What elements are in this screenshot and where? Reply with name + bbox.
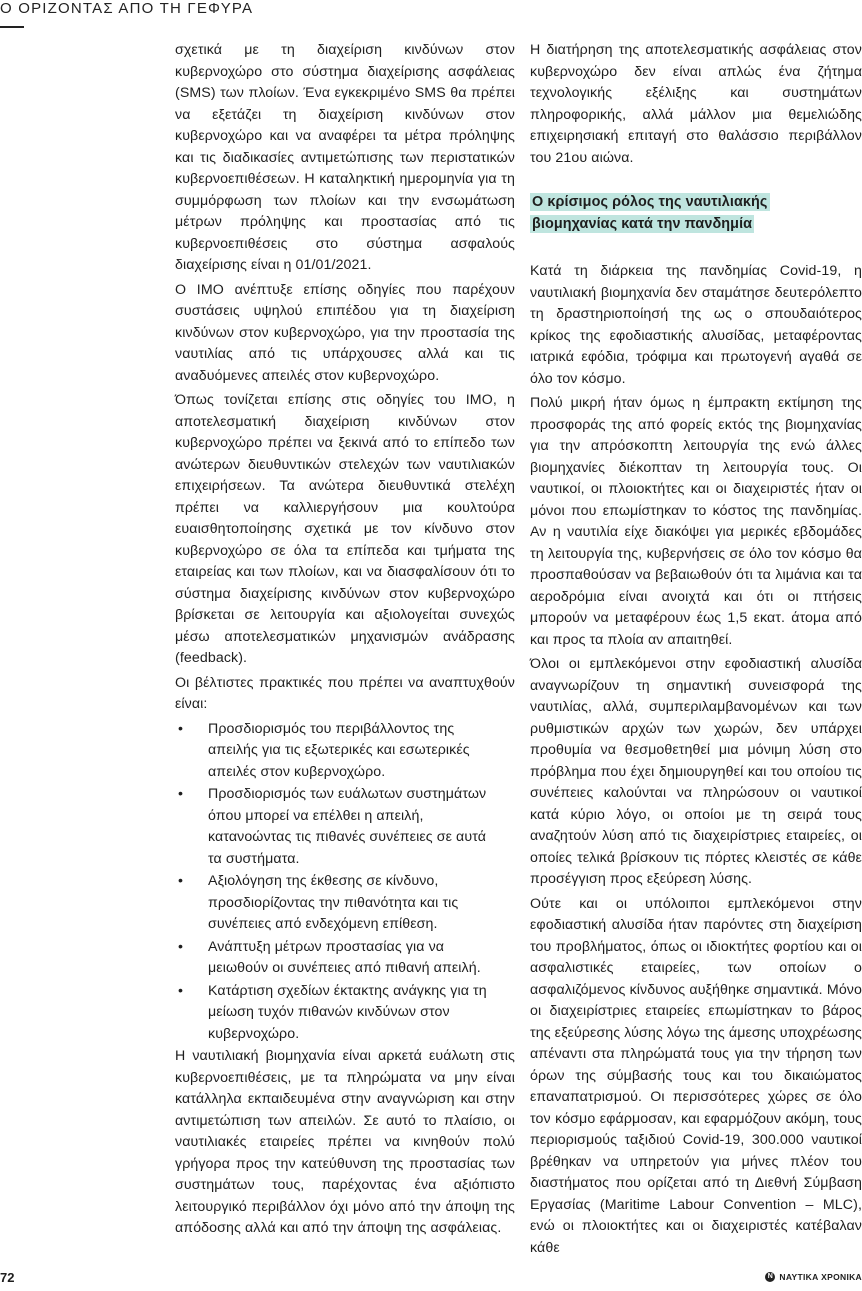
body-paragraph: Πολύ μικρή ήταν όμως η έμπρακτη εκτίμηση της προσφοράς της από φορείς εκτός της βιομηχανίας για την απρόσκοπτη λειτουργία της ενώ άλλες βιομηχανίες διέκοπταν τη λειτουργία τους. Οι ναυτικοί, οι πλοιοκτήτες και οι διαχειριστές ήταν οι μόνοι που επωμίστηκαν το κόστος της πανδημίας. Αν η ναυτιλία είχε διακόψει για μερικές εβδομάδες τη λειτουργία της, κυβερνήσεις σε όλο τον κόσμο θα προσπαθούσαν να βεβαιωθούν ότι τα λιμάνια και τα αεροδρόμια είναι ανοιχτά και ότι οι πτήσεις μπορούν να μεταφέρουν έως 1,5 εκατ. άτομα από και προς τα πλοία αν απαιτηθεί. <box>530 395 862 648</box>
list-item <box>175 719 515 784</box>
list-item <box>175 871 515 936</box>
section-heading-line: Ο κρίσιμος ρόλος της ναυτιλιακής <box>532 194 768 210</box>
body-paragraph: Όπως τονίζεται επίσης στις οδηγίες του ΙΜΟ, η αποτελεσματική διαχείριση κινδύνων στον κυβερνοχώρο πρέπει να ξεκινά από το επίπεδο των ανώτερων διευθυντικών στελεχών των ναυτιλιακών επιχειρήσεων. Τα ανώτερα διευθυντικά στελέχη πρέπει να καλλιεργήσουν μια κουλτούρα ευαισθητοποίησης σχετικά με τον κίνδυνο στον κυβερνοχώρο σε όλα τα επίπεδα και τμήματα της εταιρείας και των πλοίων, και να διασφαλίσουν ότι το σύστημα διαχείρισης κινδύνων στον κυβερνοχώρο βρίσκεται σε λειτουργία και αξιολογείται συνεχώς μέσω αποτελεσματικών μηχανισμών ανάδρασης (feedback). <box>175 392 515 666</box>
left-column <box>175 40 515 1243</box>
body-paragraph: Η ναυτιλιακή βιομηχανία είναι αρκετά ευάλωτη στις κυβερνοεπιθέσεις, με τα πληρώματα να μην είναι κατάλληλα εκπαιδευμένα στην αναγνώριση και στην αντιμετώπιση των απειλών. Σε αυτό το πλαίσιο, οι ναυτιλιακές εταιρείες πρέπει να κινηθούν πολύ γρήγορα προς την κατεύθυνση της προστασίας των συστημάτων τους, παρέχοντας ένα αξιόπιστο λειτουργικό περιβάλλον όχι μόνο από την άποψη της απόδοσης αλλά και από την άποψη της ασφάλειας. <box>175 1048 515 1236</box>
list-item-text: Προσδιορισμός του περιβάλλοντος της απειλής για τις εξωτερικές και εσωτερικές απειλές στον κυβερνοχώρο. <box>208 720 470 780</box>
bullet-icon: • <box>178 938 184 955</box>
body-paragraph: Όλοι οι εμπλεκόμενοι στην εφοδιαστική αλυσίδα αναγνωρίζουν τη σημαντική συνεισφορά της ναυτιλίας, αλλά, συμπεριλαμβανομένων και των ρυθμιστικών αρχών των χωρών, δεν υπάρχει προθυμία να θεσμοθετηθεί μια μόνιμη λύση στο πρόβλημα που έχει δημιουργηθεί και του οποίου τις συνέπειες καλούνται να πληρώσουν οι ναυτικοί κατά κύριο λόγο, οι οποίοι με τη σειρά τους αναζητούν λύση από τις διαχειρίστριες εταιρείες, οι οποίες τελικά βρίσκουν τις πόρτες κλειστές σε κάθε προσέγγιση προς εξεύρεση λύσης. <box>530 656 862 887</box>
bullet-icon: • <box>178 873 184 889</box>
publication-masthead <box>765 1272 862 1282</box>
section-heading-line: βιομηχανίας κατά την πανδημία <box>532 216 753 232</box>
list-item-text: Κατάρτιση σχεδίων έκτακτης ανάγκης για τη μείωση τυχόν πιθανών κινδύνων στον κυβερνοχώρο. <box>208 982 487 1042</box>
header-rule <box>0 26 24 28</box>
list-item-text: Ανάπτυξη μέτρων προστασίας για να μειωθούν οι συνέπειες από πιθανή απειλή. <box>208 938 481 976</box>
list-item <box>175 981 515 1046</box>
body-paragraph: Ούτε και οι υπόλοιποι εμπλεκόμενοι στην εφοδιαστική αλυσίδα ήταν παρόντες στη διαχείριση του προβλήματος, όπως οι ιδιοκτήτες φορτίου και οι ασφαλιστικές εταιρείες, των οποίων ο ασφαλιζόμενος κίνδυνος αυξήθηκε σημαντικά. Μόνο οι διαχειρίστριες εταιρείες επωμίστηκαν το βάρος της εξεύρεσης λύσης λόγω της άμεσης υποχρέωσης απέναντι στα πληρώματά τους για την τήρηση των όρων της σύμβασής τους και του δικαιώματος επαναπατρισμού. Οι περισσότερες χώρες σε όλο τον κόσμο εφάρμοσαν, και εφαρμόζουν ακόμη, τους περιορισμούς ταξιδιού Covid-19, 300.000 ναυτικοί βρέθηκαν να υπηρετούν για μήνες πλέον του διαστήματος που ορίζεται από τη Διεθνή Σύμβαση Εργασίας (Maritime Labour Convention – MLC), ενώ οι πλοιοκτήτες και οι διαχειριστές κατέβαλαν κάθε <box>530 895 862 1256</box>
body-paragraph: Η διατήρηση της αποτελεσματικής ασφάλειας στον κυβερνοχώρο δεν είναι απλώς ένα ζήτημα τεχνολογικής εξέλιξης και συστημάτων πληροφορικής, αλλά μάλλον μια θεμελιώδης επιχειρησιακή επιταγή στο θαλάσσιο περιβάλλον του 21ου αιώνα. <box>530 42 862 166</box>
publication-name: ΝΑΥΤΙΚΑ ΧΡΟΝΙΚΑ <box>779 1272 862 1282</box>
list-item-text: Προσδιορισμός των ευάλωτων συστημάτων όπου μπορεί να επέλθει η απειλή, κατανοώντας τις πιθανές συνέπειες σε αυτά τα συστήματα. <box>208 786 487 867</box>
right-column <box>530 40 862 1262</box>
list-item <box>175 937 515 980</box>
best-practices-list <box>175 719 515 1046</box>
section-heading <box>530 191 862 235</box>
body-paragraph: Ο ΙΜΟ ανέπτυξε επίσης οδηγίες που παρέχουν συστάσεις υψηλού επιπέδου για τη διαχείριση κινδύνων στον κυβερνοχώρο, για την προστασία της ναυτιλίας από τις υπάρχουσες αλλά και τις αναδυόμενες απειλές στον κυβερνοχώρο. <box>175 281 515 384</box>
bullet-icon: • <box>178 720 184 737</box>
page-number: 72 <box>0 1270 15 1285</box>
bullet-icon: • <box>178 786 184 802</box>
bullet-icon: • <box>178 982 184 999</box>
body-paragraph: σχετικά με τη διαχείριση κινδύνων στον κυβερνοχώρο στο σύστημα διαχείρισης ασφάλειας (SMS) των πλοίων. Ένα εγκεκριμένο SMS θα πρέπει να εξετάζει τη διαχείριση κινδύνων στον κυβερνοχώρο και να αναφέρει τα μέτρα πρόληψης και τις διαδικασίες αντιμετώπισης των περιστατικών κυβερνοεπιθέσεων. Η καταληκτική ημερομηνία για τη συμμόρφωση των πλοίων και την ενσωμάτωση μέτρων πρόληψης και προστασίας από τις κυβερνοεπιθέσεις στο σύστημα ασφαλούς διαχείρισης είναι η 01/01/2021. <box>175 42 515 273</box>
body-paragraph: Κατά τη διάρκεια της πανδημίας Covid-19, η ναυτιλιακή βιομηχανία δεν σταμάτησε δευτερόλεπτο τη δραστηριοποίησή της ως ο σπουδαιότερος κρίκος της εφοδιαστικής αλυσίδας, μεταφέροντας ιατρικά εφόδια, τρόφιμα και πρωτογενή αγαθά σε όλο τον κόσμο. <box>530 263 862 387</box>
list-item <box>175 784 515 870</box>
publication-logo-icon: N <box>765 1272 775 1282</box>
running-head: Ο ΟΡΙΖΟΝΤΑΣ ΑΠΟ ΤΗ ΓΕΦΥΡΑ <box>0 0 254 17</box>
list-item-text: Αξιολόγηση της έκθεσης σε κίνδυνο, προσδιορίζοντας την πιθανότητα και τις συνέπειες από ενδεχόμενη επίθεση. <box>208 873 459 932</box>
body-paragraph: Οι βέλτιστες πρακτικές που πρέπει να αναπτυχθούν είναι: <box>175 674 515 712</box>
